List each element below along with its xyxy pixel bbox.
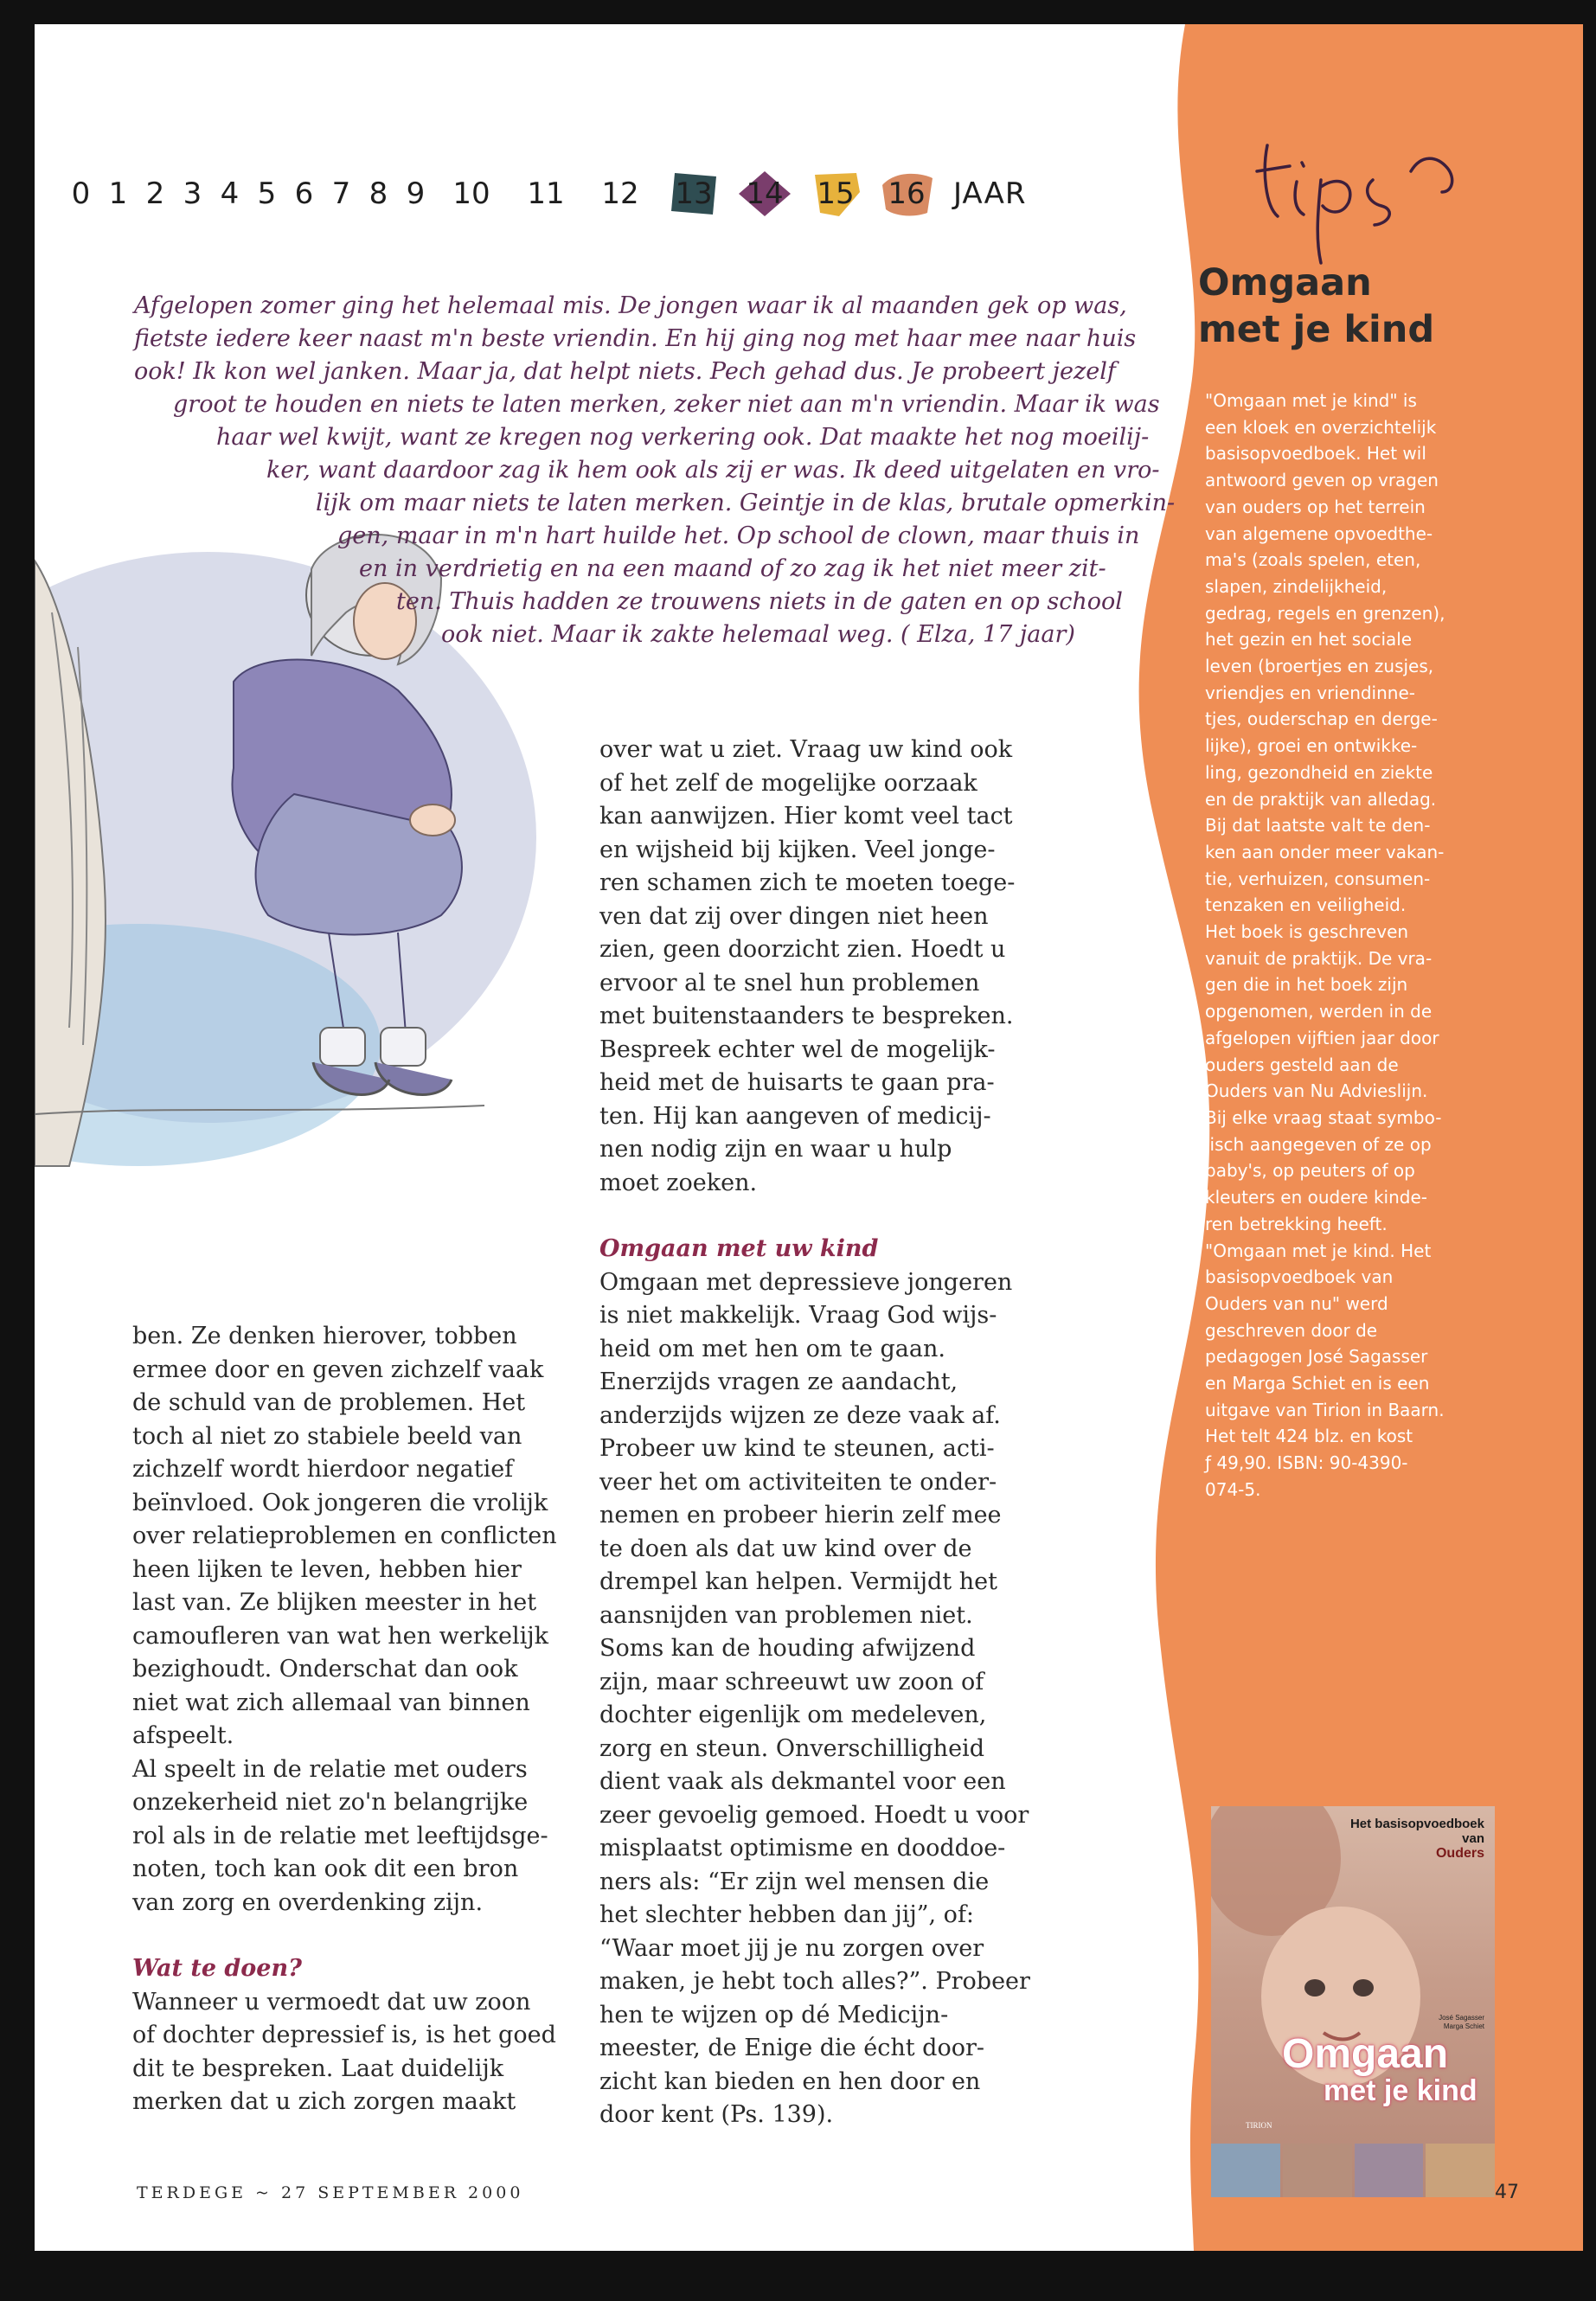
body-line: over relatieproblemen en conflicten (132, 1522, 557, 1549)
body-line: zichzelf wordt hierdoor negatief (132, 1456, 514, 1483)
body-line: zeer gevoelig gemoed. Hoedt u voor (599, 1801, 1029, 1829)
body-line: “Waar moet jij je nu zorgen over (599, 1934, 984, 1962)
body-line: toch al niet zo stabiele beeld van (132, 1422, 522, 1450)
age-1: 1 (108, 176, 128, 211)
age-13-highlight (659, 168, 728, 220)
sidebar-line: Het telt 424 blz. en kost (1205, 1426, 1413, 1447)
sidebar-line: basisopvoedboek. Het wil (1205, 443, 1426, 465)
sidebar-title (1198, 260, 1434, 353)
body-line: over wat u ziet. Vraag uw kind ook (599, 736, 1013, 763)
book-subtitle (1350, 1817, 1484, 1861)
sidebar-line: een kloek en overzichtelijk (1205, 416, 1437, 438)
sidebar-line: afgelopen vijftien jaar door (1205, 1027, 1439, 1048)
body-line: zicht kan bieden en hen door en (599, 2067, 981, 2095)
age-4: 4 (220, 176, 240, 211)
body-line: dochter eigenlijk om medeleven, (599, 1702, 987, 1728)
sidebar-line: ouders gesteld aan de (1205, 1054, 1399, 1075)
body-line: zorg en steun. Onverschilligheid (599, 1734, 984, 1762)
book-author: Marga Schiet (1443, 2022, 1484, 2030)
age-13: 13 (675, 176, 713, 211)
sidebar-line: van algemene opvoedthe- (1205, 522, 1433, 544)
body-line: is niet makkelijk. Vraag God wijs- (599, 1302, 997, 1329)
book-title-line: Omgaan (1282, 2031, 1449, 2077)
sidebar-line: Ouders van Nu Advieslijn. (1205, 1080, 1428, 1102)
sidebar-line: Bij dat laatste valt te den- (1205, 815, 1431, 836)
body-line: kan aanwijzen. Hier komt veel tact (599, 803, 1013, 830)
book-cover (1211, 1806, 1495, 2197)
sidebar-line: vanuit de praktijk. De vra- (1205, 947, 1433, 969)
page-number: 47 (1495, 2182, 1519, 2203)
sidebar-line: Het boek is geschreven (1205, 921, 1409, 943)
sidebar-line: ren betrekking heeft. (1205, 1213, 1388, 1234)
body-line: rol als in de relatie met leeftijdsge- (132, 1822, 548, 1849)
sidebar-line: kleuters en oudere kinde- (1205, 1187, 1427, 1208)
footer-publication: TERDEGE ~ 27 SEPTEMBER 2000 (137, 2183, 524, 2202)
body-line: nen nodig zijn en waar u hulp (599, 1136, 952, 1163)
sidebar-line: tjes, ouderschap en derge- (1205, 708, 1438, 730)
sidebar-line: Ouders van nu" werd (1205, 1292, 1388, 1314)
tips-logo (1252, 119, 1468, 266)
body-line: ermee door en geven zichzelf vaak (132, 1356, 544, 1383)
intro-line: Afgelopen zomer ging het helemaal mis. De jongen waar ik al maanden gek op was, (134, 292, 1127, 319)
body-line: misplaatst optimisme en dooddoe- (599, 1835, 1006, 1862)
body-line: dient vaak als dekmantel voor een (599, 1768, 1006, 1795)
body-line: merken dat u zich zorgen maakt (132, 2088, 516, 2115)
book-brand: Ouders (1435, 1846, 1484, 1861)
sidebar-line: leven (broertjes en zusjes, (1205, 656, 1434, 677)
age-unit: JAAR (953, 176, 1027, 211)
intro-line: groot te houden en niets te laten merken, zeker niet aan m'n vriendin. Maar ik was (173, 391, 1160, 418)
sidebar-line: lisch aangegeven of ze op (1205, 1133, 1432, 1155)
body-line: ren schamen zich te moeten toege- (599, 869, 1016, 896)
intro-line: ten. Thuis hadden ze trouwens niets in de gaten en op school (396, 588, 1123, 615)
body-line: noten, toch kan ook dit een bron (132, 1856, 519, 1882)
body-line: ten. Hij kan aangeven of medicij- (599, 1102, 991, 1130)
sidebar-title-line: met je kind (1198, 308, 1435, 351)
sidebar-line: van ouders op het terrein (1205, 496, 1426, 517)
book-title (1282, 2031, 1477, 2109)
age-15: 15 (817, 176, 855, 211)
body-line: Enerzijds vragen ze aandacht, (599, 1368, 958, 1395)
sidebar-line: lijke), groei en ontwikke- (1205, 735, 1418, 757)
book-authors (1439, 2014, 1484, 2031)
body-line: zijn, maar schreeuwt uw zoon of (599, 1668, 984, 1695)
age-11: 11 (527, 176, 565, 211)
age-7: 7 (331, 176, 351, 211)
body-column-left (132, 1320, 557, 2119)
sidebar-line: tenzaken en veiligheid. (1205, 894, 1407, 916)
body-line: afspeelt. (132, 1722, 234, 1749)
age-10: 10 (452, 176, 490, 211)
book-strip-photo (1355, 2144, 1424, 2197)
body-line: bezighoudt. Onderschat dan ook (132, 1656, 518, 1682)
sidebar-line: gedrag, regels en grenzen), (1205, 602, 1445, 624)
intro-line: ook niet. Maar ik zakte helemaal weg. ( Elza, 17 jaar) (441, 621, 1075, 648)
sidebar-line: ma's (zoals spelen, eten, (1205, 549, 1421, 571)
age-9: 9 (406, 176, 426, 211)
magazine-page (35, 24, 1583, 2251)
intro-line: fietste iedere keer naast m'n beste vriendin. En hij ging nog met haar mee naar huis (134, 325, 1137, 352)
body-line: heen lijken te leven, hebben hier (132, 1555, 522, 1583)
sidebar-line: "Omgaan met je kind. Het (1205, 1240, 1432, 1261)
body-line: het slechter hebben dan jij”, of: (599, 1901, 975, 1928)
body-line: camoufleren van wat hen werkelijk (132, 1622, 548, 1650)
spacer (132, 1920, 557, 1952)
body-line: beïnvloed. Ook jongeren die vrolijk (132, 1489, 548, 1516)
sidebar-text (1205, 388, 1445, 1503)
sidebar-line: en de praktijk van alledag. (1205, 788, 1437, 810)
sidebar-line: vriendjes en vriendinne- (1205, 682, 1415, 703)
age-16: 16 (888, 176, 926, 211)
body-line: ben. Ze denken hierover, tobben (132, 1323, 517, 1349)
body-line: ven dat zij over dingen niet heen (599, 902, 989, 930)
body-line: en wijsheid bij kijken. Veel jonge- (599, 836, 996, 863)
body-line: drempel kan helpen. Vermijdt het (599, 1568, 997, 1595)
body-line: de schuld van de problemen. Het (132, 1389, 526, 1416)
body-line: moet zoeken. (599, 1169, 758, 1196)
book-subtitle-line: Het basisopvoedboek (1349, 1817, 1484, 1831)
sidebar-line: het gezin en het sociale (1205, 629, 1413, 651)
sidebar-line: tie, verhuizen, consumen- (1205, 868, 1431, 889)
body-line: dit te bespreken. Laat duidelijk (132, 2054, 504, 2082)
book-strip-photo (1283, 2144, 1352, 2197)
intro-line: lijk om maar niets te laten merken. Geintje in de klas, brutale opmerkin- (316, 490, 1176, 516)
sidebar-line: pedagogen José Sagasser (1205, 1346, 1428, 1368)
spacer (599, 1200, 1030, 1233)
intro-line: haar wel kwijt, want ze kregen nog verkering ook. Dat maakte het nog moeilij- (216, 424, 1150, 451)
sidebar-line: "Omgaan met je kind" is (1205, 390, 1417, 411)
age-16-highlight (872, 168, 941, 220)
body-line: maken, je hebt toch alles?”. Probeer (599, 1968, 1030, 1995)
intro-line: gen, maar in m'n hart huilde het. Op school de clown, maar thuis in (337, 522, 1140, 549)
sidebar-line: en Marga Schiet en is een (1205, 1373, 1430, 1394)
sidebar-line: uitgave van Tirion in Baarn. (1205, 1399, 1445, 1420)
sidebar-line: slapen, zindelijkheid, (1205, 575, 1388, 597)
sidebar-line: Bij elke vraag staat symbo- (1205, 1106, 1442, 1128)
sidebar-line: ken aan onder meer vakan- (1205, 841, 1445, 862)
sidebar-line: 074-5. (1205, 1478, 1261, 1500)
age-5: 5 (257, 176, 277, 211)
age-15-highlight (801, 168, 870, 220)
body-line: meester, de Enige die écht door- (599, 2035, 984, 2061)
age-12: 12 (601, 176, 639, 211)
body-line: niet wat zich allemaal van binnen (132, 1689, 530, 1716)
age-2: 2 (145, 176, 165, 211)
body-line: hen te wijzen op dé Medicijn- (599, 2001, 949, 2029)
sidebar-line: ling, gezondheid en ziekte (1205, 761, 1433, 783)
sidebar-line: opgenomen, werden in de (1205, 1001, 1433, 1022)
book-publisher: TIRION (1246, 2121, 1272, 2130)
body-line: of het zelf de mogelijke oorzaak (599, 769, 977, 797)
sidebar-line: baby's, op peuters of op (1205, 1160, 1415, 1182)
body-line: last van. Ze blijken meester in het (132, 1589, 537, 1616)
intro-line: en in verdrietig en na een maand of zo zag ik het niet meer zit- (359, 555, 1106, 582)
body-line: anderzijds wijzen ze deze vaak af. (599, 1401, 1001, 1429)
age-8: 8 (369, 176, 388, 211)
body-line: aansnijden van problemen niet. (599, 1601, 973, 1629)
body-line: te doen als dat uw kind over de (599, 1535, 972, 1562)
age-14: 14 (746, 176, 784, 211)
body-line: Wanneer u vermoedt dat uw zoon (132, 1988, 531, 2016)
sidebar-line: basisopvoedboek van (1205, 1266, 1394, 1288)
book-strip-photo (1426, 2144, 1495, 2197)
book-author: José Sagasser (1439, 2014, 1484, 2022)
sidebar-title-line: Omgaan (1198, 261, 1372, 304)
body-column-right (599, 734, 1030, 2132)
body-line: door kent (Ps. 139). (599, 2101, 834, 2128)
body-line: van zorg en overdenking zijn. (132, 1888, 484, 1916)
body-line: Bespreek echter wel de mogelijk- (599, 1035, 996, 1063)
section-heading-wat-te-doen: Wat te doen? (132, 1955, 302, 1982)
book-strip-photo (1211, 2144, 1280, 2197)
intro-line: ker, want daardoor zag ik hem ook als zij er was. Ik deed uitgelaten en vro- (266, 457, 1160, 484)
sidebar-line: antwoord geven op vragen (1205, 470, 1439, 491)
body-line: Soms kan de houding afwijzend (599, 1635, 976, 1662)
age-6: 6 (294, 176, 314, 211)
body-line: onzekerheid niet zo'n belangrijke (132, 1789, 529, 1816)
book-title-line: met je kind (1324, 2074, 1477, 2107)
body-line: zien, geen doorzicht zien. Hoedt u (599, 936, 1006, 963)
body-line: met buitenstaanders te bespreken. (599, 1003, 1014, 1029)
age-14-highlight (730, 168, 799, 220)
body-line: ners als: “Er zijn wel mensen die (599, 1868, 990, 1895)
book-subtitle-line: van (1462, 1831, 1484, 1846)
body-line: veer het om activiteiten te onder- (599, 1468, 997, 1496)
age-0: 0 (71, 176, 91, 211)
body-line: Al speelt in de relatie met ouders (132, 1755, 528, 1783)
body-line: Probeer uw kind te steunen, acti- (599, 1435, 995, 1462)
book-photo-strip (1211, 2144, 1495, 2197)
sidebar-line: geschreven door de (1205, 1319, 1378, 1341)
body-line: heid met de huisarts te gaan pra- (599, 1069, 995, 1096)
sidebar-line: ƒ 49,90. ISBN: 90-4390- (1205, 1452, 1408, 1474)
age-3: 3 (183, 176, 202, 211)
age-scale (62, 159, 1027, 228)
body-line: of dochter depressief is, is het goed (132, 2022, 556, 2048)
body-line: nemen en probeer hierin zelf mee (599, 1502, 1002, 1529)
intro-line: ook! Ik kon wel janken. Maar ja, dat helpt niets. Pech gehad dus. Je probeert jezelf (134, 358, 1116, 385)
section-heading-omgaan-met-uw-kind: Omgaan met uw kind (599, 1235, 879, 1262)
body-line: ervoor al te snel hun problemen (599, 969, 980, 997)
body-line: heid om met hen om te gaan. (599, 1335, 945, 1362)
body-line: Omgaan met depressieve jongeren (599, 1268, 1013, 1296)
sidebar-line: gen die in het boek zijn (1205, 974, 1408, 996)
